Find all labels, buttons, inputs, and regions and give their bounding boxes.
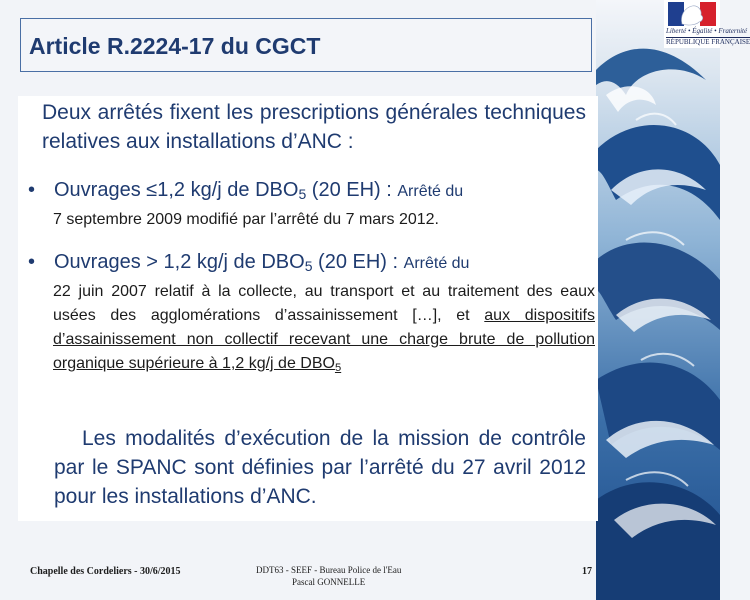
logo-motto: Liberté • Égalité • Fraternité [666, 27, 748, 35]
bullet-1-value: 1,2 kg/j de DBO [157, 179, 299, 201]
bullet-2-suffix: (20 EH) : [312, 251, 404, 273]
bullet-1-arrete: Arrêté du [397, 183, 464, 200]
bullet-1-operator: ≤ [146, 179, 158, 201]
bullet-1-subscript: 5 [298, 186, 307, 202]
bullet-2-value: 1,2 kg/j de DBO [157, 251, 305, 273]
bullet-dot-icon: • [28, 179, 36, 201]
wave-decoration [596, 0, 720, 600]
bullet-2-body-plain: 22 juin 2007 relatif à la collecte, au transport et au traitement des eaux usées des agglomérations d’assainissement […], et [53, 283, 595, 324]
bullet-item-1 [28, 176, 588, 232]
slide-content [18, 96, 598, 521]
marianne-icon [668, 2, 716, 26]
bullet-2-body [53, 280, 595, 380]
logo-republique: RÉPUBLIQUE FRANÇAISE [666, 38, 750, 46]
bullet-2-body-underlined: aux dispositifs d’assainissement non collectif recevant une charge brute de pollution organique supérieure à 1,2 kg/j de DBO [53, 307, 595, 372]
bullet-2-prefix: Ouvrages [54, 251, 147, 273]
footer-author-block [256, 564, 401, 588]
closing-paragraph [54, 424, 586, 511]
bullet-2-body-subscript: 5 [334, 362, 342, 374]
bullet-1-prefix: Ouvrages [54, 179, 147, 201]
bullet-2-arrete: Arrêté du [403, 255, 470, 272]
footer-service: DDT63 - SEEF - Bureau Police de l'Eau [256, 565, 402, 575]
slide-title: Article R.2224-17 du CGCT [29, 33, 321, 59]
intro-text: Deux arrêtés fixent les prescriptions générales techniques relatives aux installations d’ANC : [42, 101, 586, 153]
bullet-1-body: 7 septembre 2009 modifié par l’arrêté du 7 mars 2012. [53, 211, 439, 228]
page-number: 17 [582, 566, 592, 577]
footer [0, 560, 600, 600]
bullet-1-suffix: (20 EH) : [306, 179, 398, 201]
bullet-dot-icon: • [28, 251, 36, 273]
bullet-item-2 [28, 248, 595, 380]
closing-text: Les modalités d’exécution de la mission de contrôle par le SPANC sont définies par l’arrêté du 27 avril 2012 pour les installations d’ANC. [54, 427, 586, 508]
bullet-2-operator: > [146, 251, 158, 273]
republique-francaise-logo [664, 0, 750, 48]
footer-location-date: Chapelle des Cordeliers - 30/6/2015 [30, 566, 181, 577]
intro-paragraph [42, 98, 586, 156]
footer-author: Pascal GONNELLE [292, 577, 366, 587]
bullet-2-subscript: 5 [304, 258, 313, 274]
title-box [20, 18, 592, 72]
